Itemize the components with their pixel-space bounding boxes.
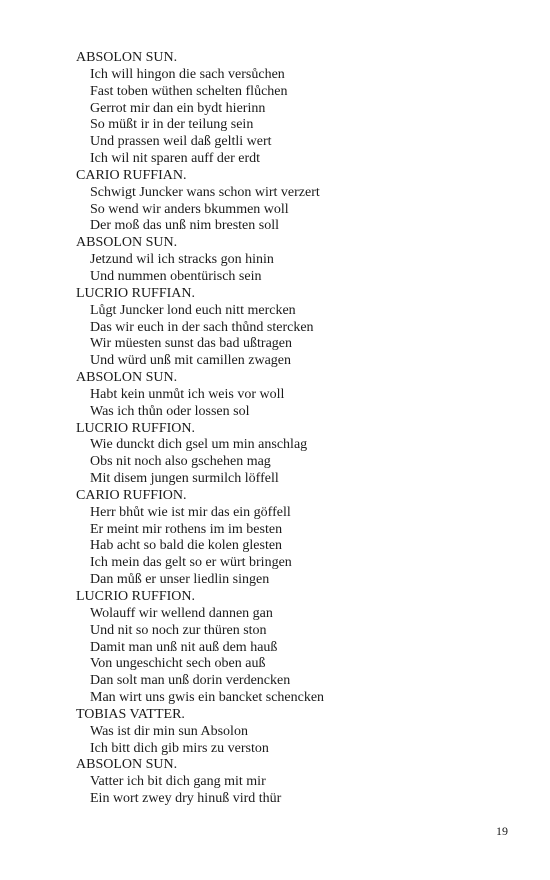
verse-line: Man wirt uns gwis ein bancket schencken: [90, 690, 325, 706]
verse-line: Schwigt Juncker wans schon wirt verzert: [90, 184, 320, 200]
verse-line: Habt kein unmůt ich weis vor woll: [90, 386, 285, 402]
verse-line: Ich wil nit sparen auff der erdt: [90, 151, 261, 167]
verse-line: Jetzund wil ich stracks gon hinin: [90, 252, 274, 268]
play-text: [76, 50, 516, 808]
verse-line: Und nummen obentürisch sein: [90, 268, 262, 284]
speaker-name: CARIO RUFFION.: [76, 487, 187, 503]
verse-line: So wend wir anders bkummen woll: [90, 201, 289, 217]
speaker-name: LUCRIO RUFFIAN.: [76, 285, 196, 301]
verse-line: Ein wort zwey dry hinuß vird thür: [90, 791, 282, 807]
verse-line: Vatter ich bit dich gang mit mir: [90, 774, 266, 790]
speaker-name: ABSOLON SUN.: [76, 370, 178, 386]
verse-line: Fast toben wüthen schelten flůchen: [90, 83, 288, 99]
speaker-name: LUCRIO RUFFION.: [76, 420, 196, 436]
verse-line: Er meint mir rothens im im besten: [90, 521, 283, 537]
verse-line: Wie dunckt dich gsel um min anschlag: [90, 437, 308, 453]
speaker-name: CARIO RUFFIAN.: [76, 167, 187, 183]
speaker-name: LUCRIO RUFFION.: [76, 589, 196, 604]
speaker-name: TOBIAS VATTER.: [76, 706, 185, 722]
verse-line: So müßt ir in der teilung sein: [90, 117, 254, 133]
verse-line: Von ungeschicht sech oben auß: [90, 656, 266, 672]
verse-line: Und würd unß mit camillen zwagen: [90, 353, 292, 369]
verse-line: Und nit so noch zur thüren ston: [90, 622, 267, 638]
verse-line: Herr bhůt wie ist mir das ein göffell: [90, 504, 291, 520]
verse-line: Der moß das unß nim bresten soll: [90, 218, 279, 234]
verse-line: Mit disem jungen surmilch löffell: [90, 471, 279, 487]
verse-line: Wir müesten sunst das bad ußtragen: [90, 336, 293, 352]
speaker-name: ABSOLON SUN.: [76, 50, 178, 65]
verse-line: Gerrot mir dan ein bydt hierinn: [90, 100, 266, 116]
verse-line: Das wir euch in der sach thůnd stercken: [90, 319, 314, 335]
verse-line: Obs nit noch also gschehen mag: [90, 454, 271, 470]
verse-line: Ich will hingon die sach versůchen: [90, 66, 285, 82]
verse-line: Wolauff wir wellend dannen gan: [90, 605, 273, 621]
verse-line: Ich bitt dich gib mirs zu verston: [90, 740, 269, 756]
verse-line: Lůgt Juncker lond euch nitt mercken: [90, 302, 296, 318]
verse-line: Hab acht so bald die kolen glesten: [90, 538, 283, 554]
speaker-name: ABSOLON SUN.: [76, 235, 178, 251]
verse-line: Was ist dir min sun Absolon: [90, 723, 248, 739]
page-number: 19: [496, 824, 508, 838]
verse-line: Ich mein das gelt so er würt bringen: [90, 555, 292, 571]
verse-line: Und prassen weil daß geltli wert: [90, 134, 272, 150]
speaker-name: ABSOLON SUN.: [76, 757, 178, 773]
verse-line: Damit man unß nit auß dem hauß: [90, 639, 278, 655]
verse-line: Dan můß er unser liedlin singen: [90, 572, 270, 588]
verse-line: Dan solt man unß dorin verdencken: [90, 673, 291, 689]
verse-line: Was ich thůn oder lossen sol: [90, 403, 250, 419]
